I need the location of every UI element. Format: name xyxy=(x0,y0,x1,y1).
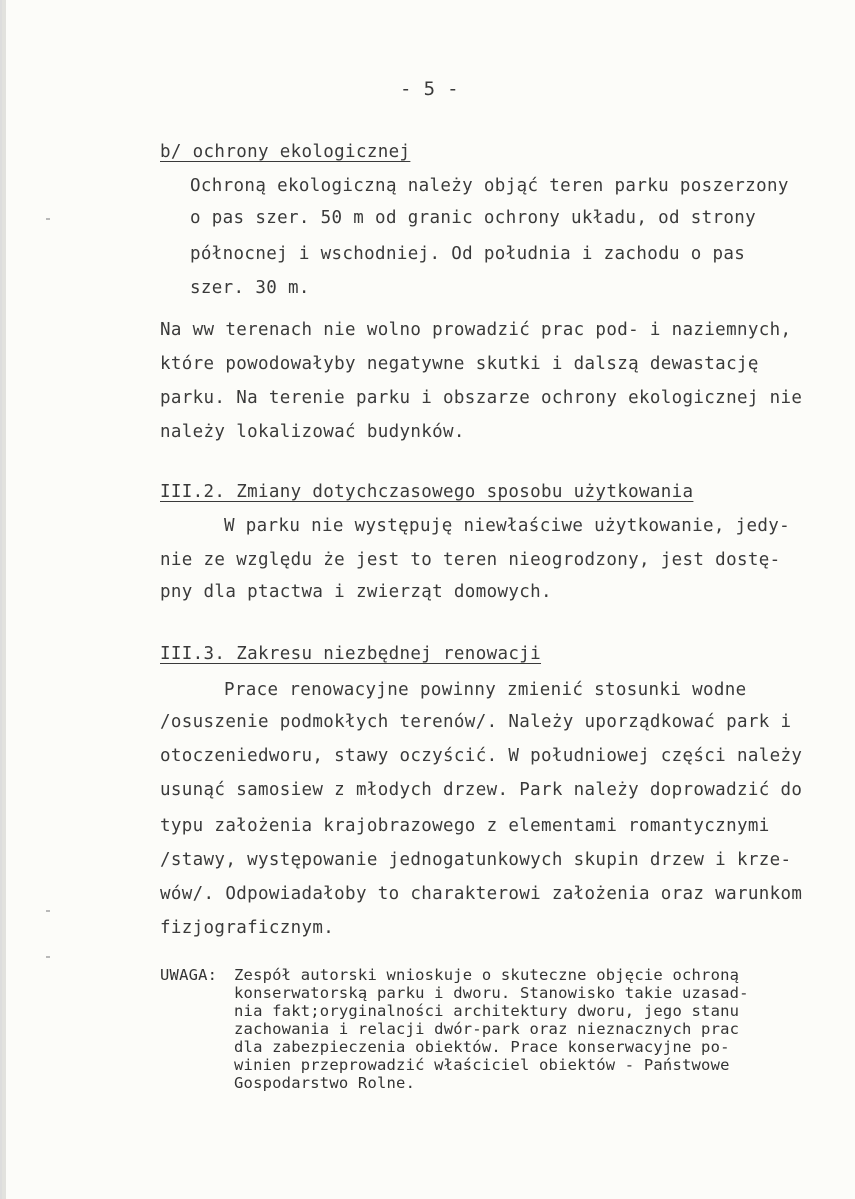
scan-edge xyxy=(2,0,6,1199)
section-III-3-line: /stawy, występowanie jednogatunkowych skupin drzew i krze- xyxy=(160,850,792,870)
section-b-line: Ochroną ekologiczną należy objąć teren parku poszerzony xyxy=(190,176,789,196)
section-III-3-line: wów/. Odpowiadałoby to charakterowi założenia oraz warunkom xyxy=(160,884,803,904)
note-line: winien przeprowadzić właściciel obiektów - Państwowe xyxy=(234,1056,730,1074)
section-III-3-line: usunąć samosiew z młodych drzew. Park należy doprowadzić do xyxy=(160,780,803,800)
note-line: zachowania i relacji dwór-park oraz nieznacznych prac xyxy=(234,1020,740,1038)
section-III-3-line: /osuszenie podmokłych terenów/. Należy uporządkować park i xyxy=(160,712,792,732)
section-b-line: szer. 30 m. xyxy=(190,278,310,298)
section-III-2-line: nie ze względu że jest to teren nieogrodzony, jest dostę- xyxy=(160,550,781,570)
paragraph-line: które powodowałyby negatywne skutki i dalszą dewastację xyxy=(160,354,759,374)
note-line: Zespół autorski wnioskuje o skuteczne objęcie ochroną xyxy=(234,966,740,984)
note-line: konserwatorską parku i dworu. Stanowisko takie uzasad- xyxy=(234,984,749,1002)
section-III-2-line: W parku nie występuję niewłaściwe użytkowanie, jedy- xyxy=(224,516,791,536)
paragraph-line: parku. Na terenie parku i obszarze ochrony ekologicznej nie xyxy=(160,388,803,408)
section-III-3-line: otoczeniedworu, stawy oczyścić. W południowej części należy xyxy=(160,746,803,766)
note-line: dla zabezpieczenia obiektów. Prace konserwacyjne po- xyxy=(234,1038,730,1056)
margin-mark xyxy=(46,956,50,958)
section-III-3-line: Prace renowacyjne powinny zmienić stosunki wodne xyxy=(224,680,747,700)
section-III-3-heading: III.3. Zakresu niezbędnej renowacji xyxy=(160,644,542,664)
section-III-2-heading: III.2. Zmiany dotychczasowego sposobu użytkowania xyxy=(160,482,694,502)
page-number: - 5 - xyxy=(400,78,459,100)
note-label: UWAGA: xyxy=(160,966,218,984)
margin-mark xyxy=(46,218,50,220)
margin-mark xyxy=(46,910,50,912)
section-III-2-line: pny dla ptactwa i zwierząt domowych. xyxy=(160,582,552,602)
section-b-line: o pas szer. 50 m od granic ochrony układu, od strony xyxy=(190,208,757,228)
note-line: nia fakt;oryginalności architektury dworu, jego stanu xyxy=(234,1002,740,1020)
note-line: Gospodarstwo Rolne. xyxy=(234,1074,416,1092)
paragraph-line: Na ww terenach nie wolno prowadzić prac pod- i naziemnych, xyxy=(160,320,792,340)
section-III-3-line: fizjograficznym. xyxy=(160,918,335,938)
section-III-3-line: typu założenia krajobrazowego z elementami romantycznymi xyxy=(160,816,770,836)
section-b-line: północnej i wschodniej. Od południa i zachodu o pas xyxy=(190,244,746,264)
paragraph-line: należy lokalizować budynków. xyxy=(160,422,465,442)
section-b-heading: b/ ochrony ekologicznej xyxy=(160,142,411,162)
